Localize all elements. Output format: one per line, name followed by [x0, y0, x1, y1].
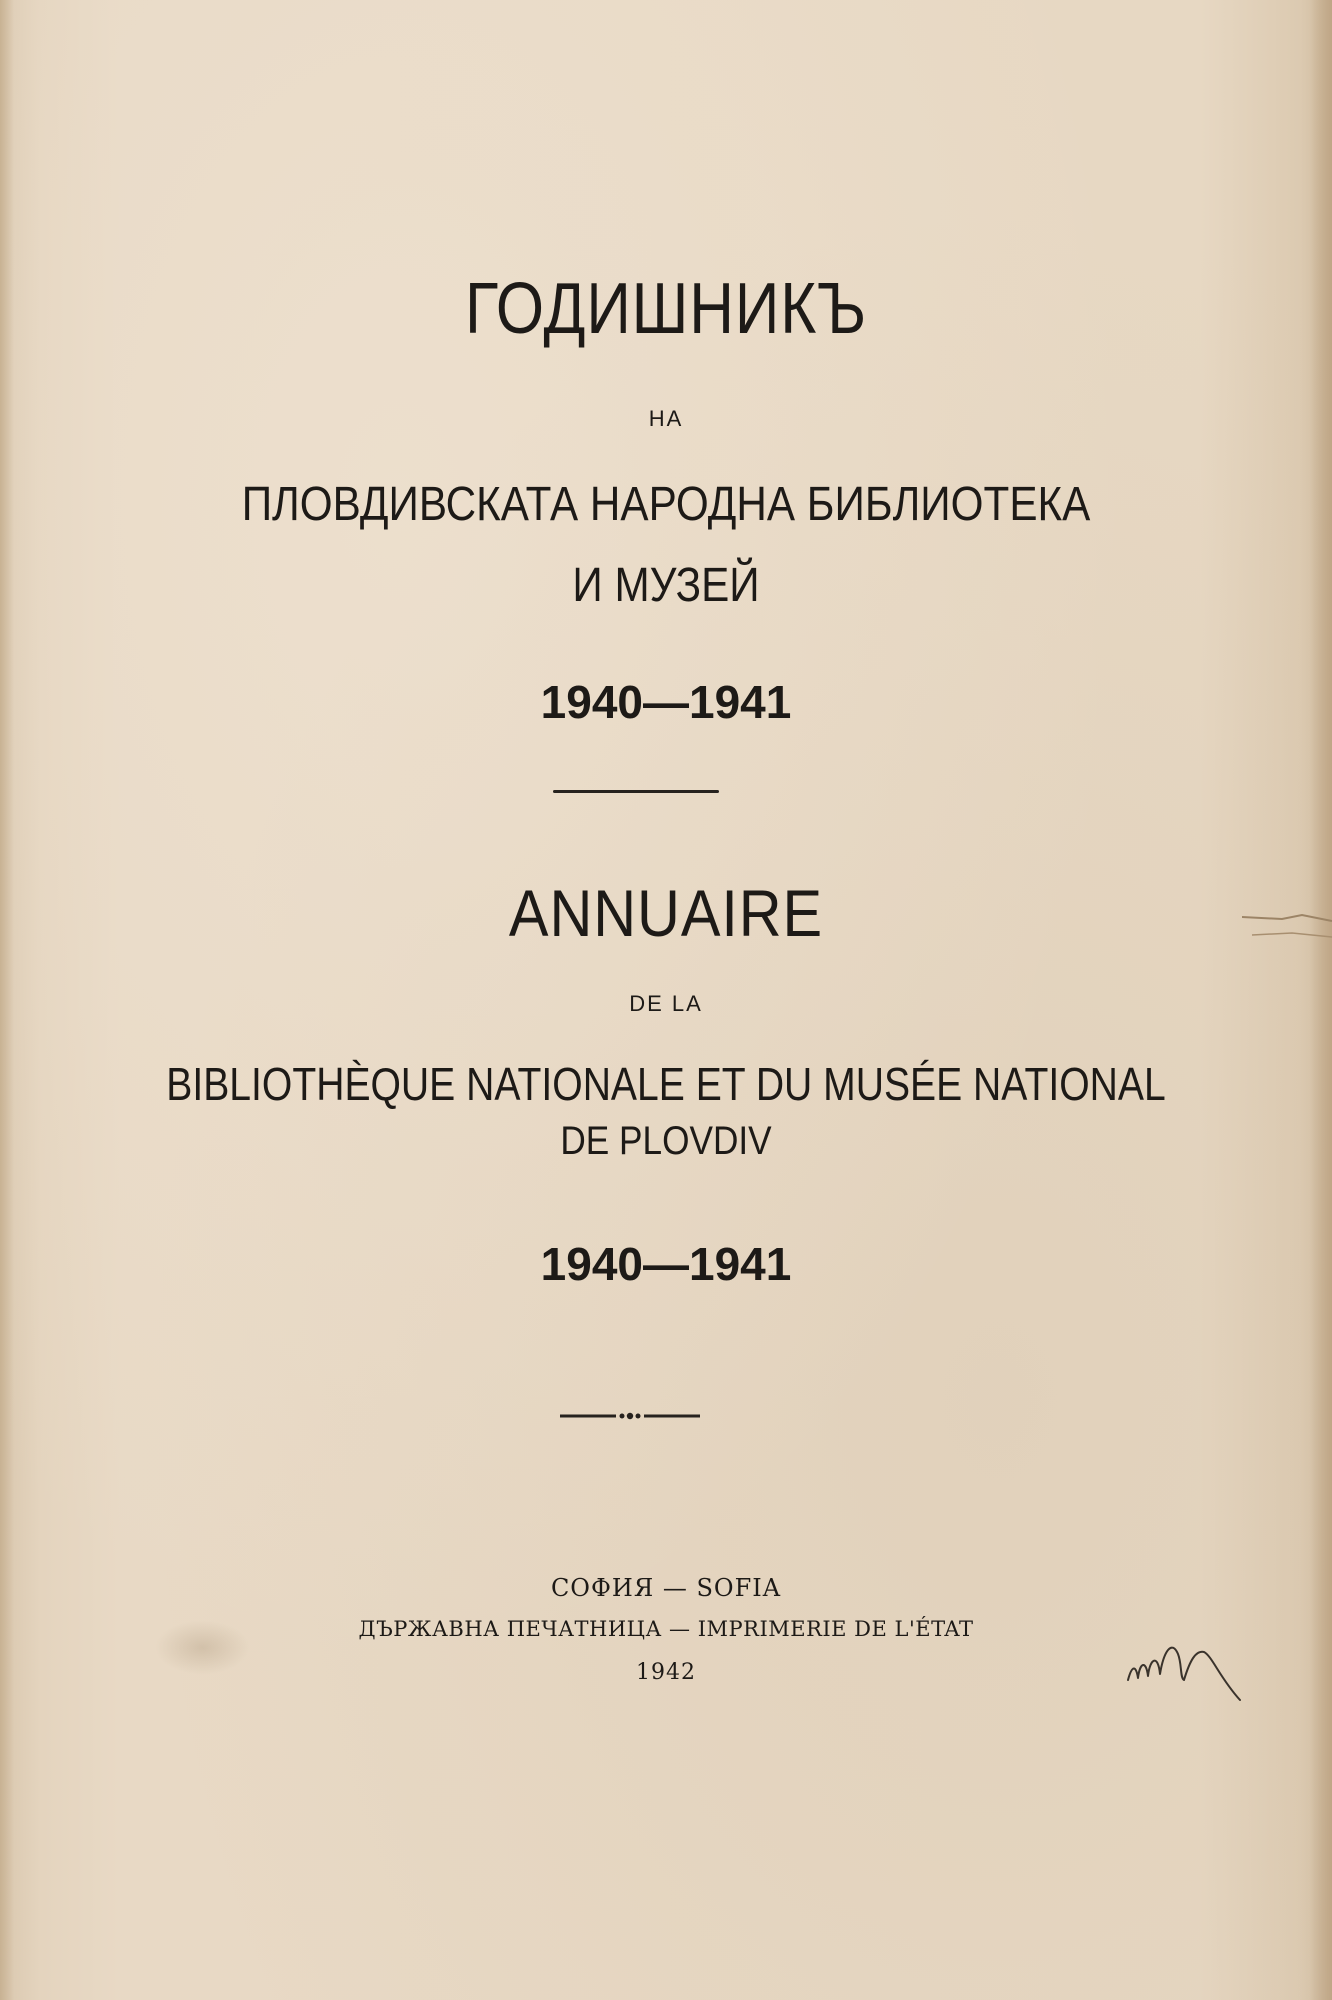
- institution-bulgarian-line1: ПЛОВДИВСКАТА НАРОДНА БИБЛИОТЕКА: [241, 478, 1091, 531]
- imprint-printer: ДЪРЖАВНА ПЕЧАТНИЦА — IMPRIMERIE DE L'ÉTAT: [358, 1617, 974, 1641]
- title-french: ANNUAIRE: [508, 876, 824, 950]
- institution-french-line1: BIBLIOTHÈQUE NATIONALE ET DU MUSÉE NATIONAL: [166, 1058, 1166, 1110]
- title-bulgarian: ГОДИШНИКЪ: [464, 269, 868, 349]
- imprint-year: 1942: [636, 1660, 696, 1685]
- institution-bulgarian-line2: И МУЗЕЙ: [572, 559, 760, 612]
- ornamental-divider: [560, 1412, 700, 1420]
- institution-french-line2: DE PLOVDIV: [560, 1119, 772, 1163]
- divider-rule: [553, 790, 719, 793]
- preposition-de-la: DE LA: [629, 991, 703, 1016]
- preposition-na: НА: [648, 406, 684, 431]
- handwritten-signature: [1120, 1620, 1280, 1710]
- years-french: 1940—1941: [540, 1238, 792, 1290]
- years-bulgarian: 1940—1941: [540, 676, 792, 728]
- imprint-city: СОФИЯ — SOFIA: [550, 1574, 782, 1602]
